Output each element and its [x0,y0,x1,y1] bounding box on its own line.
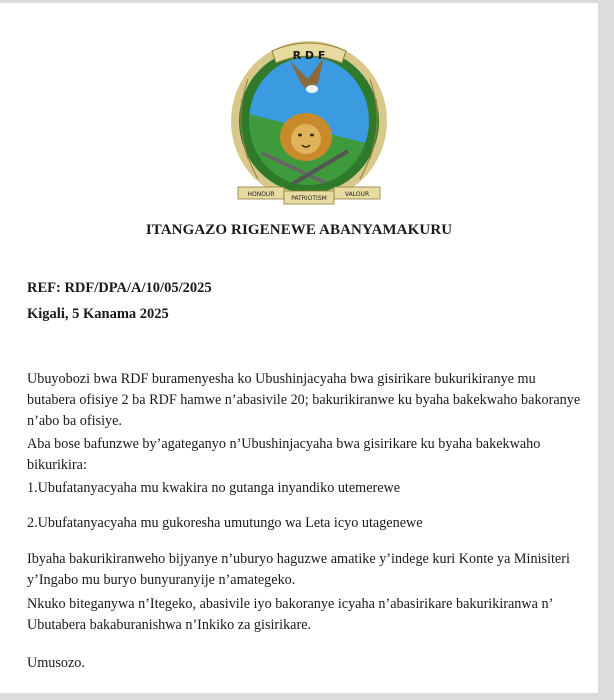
reference-number: REF: RDF/DPA/A/10/05/2025 [27,280,212,296]
place-date: Kigali, 5 Kanama 2025 [27,306,169,322]
emblem-top-text: R D F [292,49,326,62]
charge-item-2: 2.Ubufatanyacyaha mu gukoresha umutungo wa Leta icyo utagenewe [27,515,423,531]
motto-valour: VALOUR [344,191,370,198]
closing-line: Umusozo. [27,655,85,671]
paragraph-legal-basis: Nkuko biteganywa n’Itegeko, abasivile iyo bakoranye icyaha n’abasirikare bakurikiranwa n’ Ubutabera bakaburanishwa n’Inkiko za gisirikare. [27,596,553,633]
rdf-emblem-logo [228,39,390,209]
document-page [0,3,598,693]
lion-face [291,124,321,154]
paragraph-detention: Aba bose bafunzwe by’agateganyo n’Ubushinjacyaha bwa gisirikare ku byaha bakekwaho bikurikira: [27,436,541,473]
charge-item-1: 1.Ubufatanyacyaha mu kwakira no gutanga inyandiko utemerewe [27,480,401,496]
document-title: ITANGAZO RIGENEWE ABANYAMAKURU [145,222,453,238]
motto-patriotism: PATRIOTISM [291,195,327,202]
paragraph-charges-detail: Ibyaha bakurikiranweho bijyanye n’uburyo haguzwe amatike y’indege kuri Konte ya Minisiteri y’Ingabo mu buryo bunyuranyije n’amategeko. [27,551,570,588]
paragraph-announcement: Ubuyobozi bwa RDF buramenyesha ko Ubushinjacyaha bwa gisirikare bukurikiranye mu butabera ofisiye 2 ba RDF hamwe n’abasivile 20; bakurikiranwe ku byaha bakekwaho bakoranye n’abo ba ofisiye. [27,371,581,429]
motto-honour: HONOUR [247,191,275,198]
